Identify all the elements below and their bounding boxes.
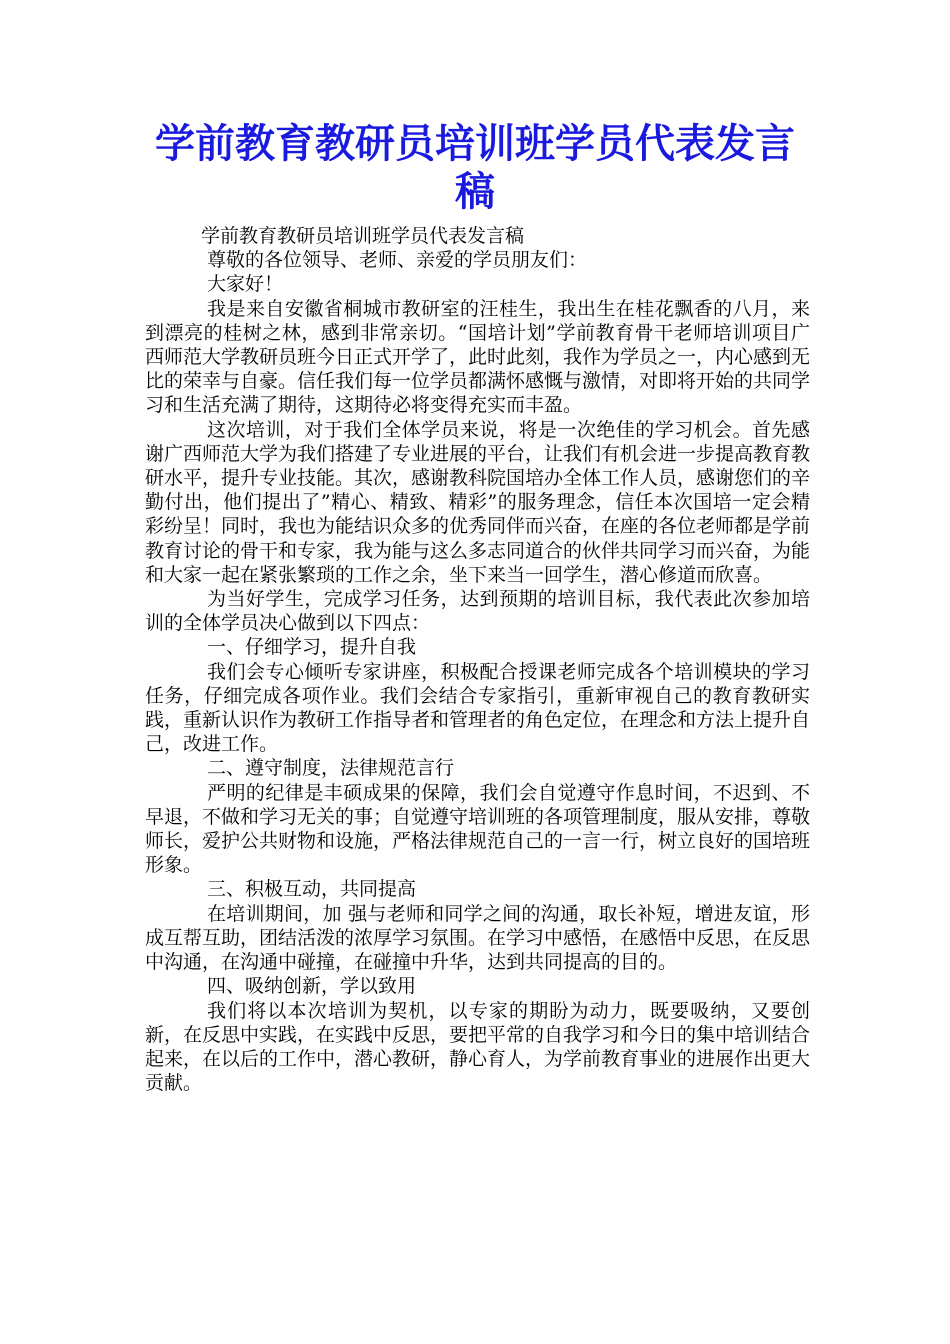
greeting-paragraph: 大家好！ [207, 273, 284, 296]
salutation-paragraph: 尊敬的各位领导、老师、亲爱的学员朋友们： [207, 249, 588, 272]
section-heading: 二、遵守制度，法律规范言行 [207, 757, 455, 780]
body-paragraph: 严明的纪律是丰硕成果的保障，我们会自觉遵守作息时间，不迟到、不早退，不做和学习无关的事；自觉遵守培训班的各项管理制度，服从安排，尊敬师长，爱护公共财物和设施，严格法律规范自己的一言一行，树立良好的国培班形象。 [145, 781, 811, 877]
body-paragraph: 为当好学生，完成学习任务，达到预期的培训目标，我代表此次参加培训的全体学员决心做到以下四点： [145, 588, 810, 635]
section-heading: 一、仔细学习，提升自我 [207, 636, 417, 659]
body-paragraph: 我是来自安徽省桐城市教研室的汪桂生，我出生在桂花飘香的八月，来到漂亮的桂树之林，感到非常亲切。“国培计划”学前教育骨干老师培训项目广西师范大学教研员班今日正式开学了，此时此刻，我作为学员之一，内心感到无比的荣幸与自豪。信任我们每一位学员都满怀感慨与激情，对即将开始的共同学习和生活充满了期待，这期待必将变得充实而丰盈。 [145, 297, 811, 417]
subtitle-paragraph: 学前教育教研员培训班学员代表发言稿 [201, 225, 525, 247]
section-heading: 四、吸纳创新，学以致用 [207, 975, 417, 998]
body-paragraph: 在培训期间，加 强与老师和同学之间的沟通，取长补短，增进友谊，形成互帮互助，团结活泼的浓厚学习氛围。在学习中感悟，在感悟中反思，在反思中沟通，在沟通中碰撞，在碰撞中升华，达到共同提高的目的。 [145, 902, 811, 974]
section-heading: 三、积极互动，共同提高 [207, 878, 417, 901]
document-body [145, 224, 810, 1095]
body-paragraph: 我们将以本次培训为契机，以专家的期盼为动力，既要吸纳，又要创新，在反思中实践，在实践中反思，要把平常的自我学习和今日的集中培训结合起来，在以后的工作中，潜心教研，静心育人，为学前教育事业的进展作出更大贡献。 [145, 999, 811, 1095]
body-paragraph: 我们会专心倾听专家讲座，积极配合授课老师完成各个培训模块的学习任务，仔细完成各项作业。我们会结合专家指引，重新审视自己的教育教研实践，重新认识作为教研工作指导者和管理者的角色定位，在理念和方法上提升自己，改进工作。 [145, 660, 811, 756]
body-paragraph: 这次培训，对于我们全体学员来说，将是一次绝佳的学习机会。首先感谢广西师范大学为我们搭建了专业进展的平台，让我们有机会进一步提高教育教研水平，提升专业技能。其次，感谢教科院国培办全体工作人员，感谢您们的辛勤付出，他们提出了”精心、精致、精彩”的服务理念，信任本次国培一定会精彩纷呈！同时，我也为能结识众多的优秀同伴而兴奋，在座的各位老师都是学前教育讨论的骨干和专家，我为能与这么多志同道合的伙伴共同学习而兴奋，为能和大家一起在紧张繁琐的工作之余，坐下来当一回学生，潜心修道而欣喜。 [145, 418, 811, 586]
document-title: 学前教育教研员培训班学员代表发言稿 [155, 120, 795, 215]
